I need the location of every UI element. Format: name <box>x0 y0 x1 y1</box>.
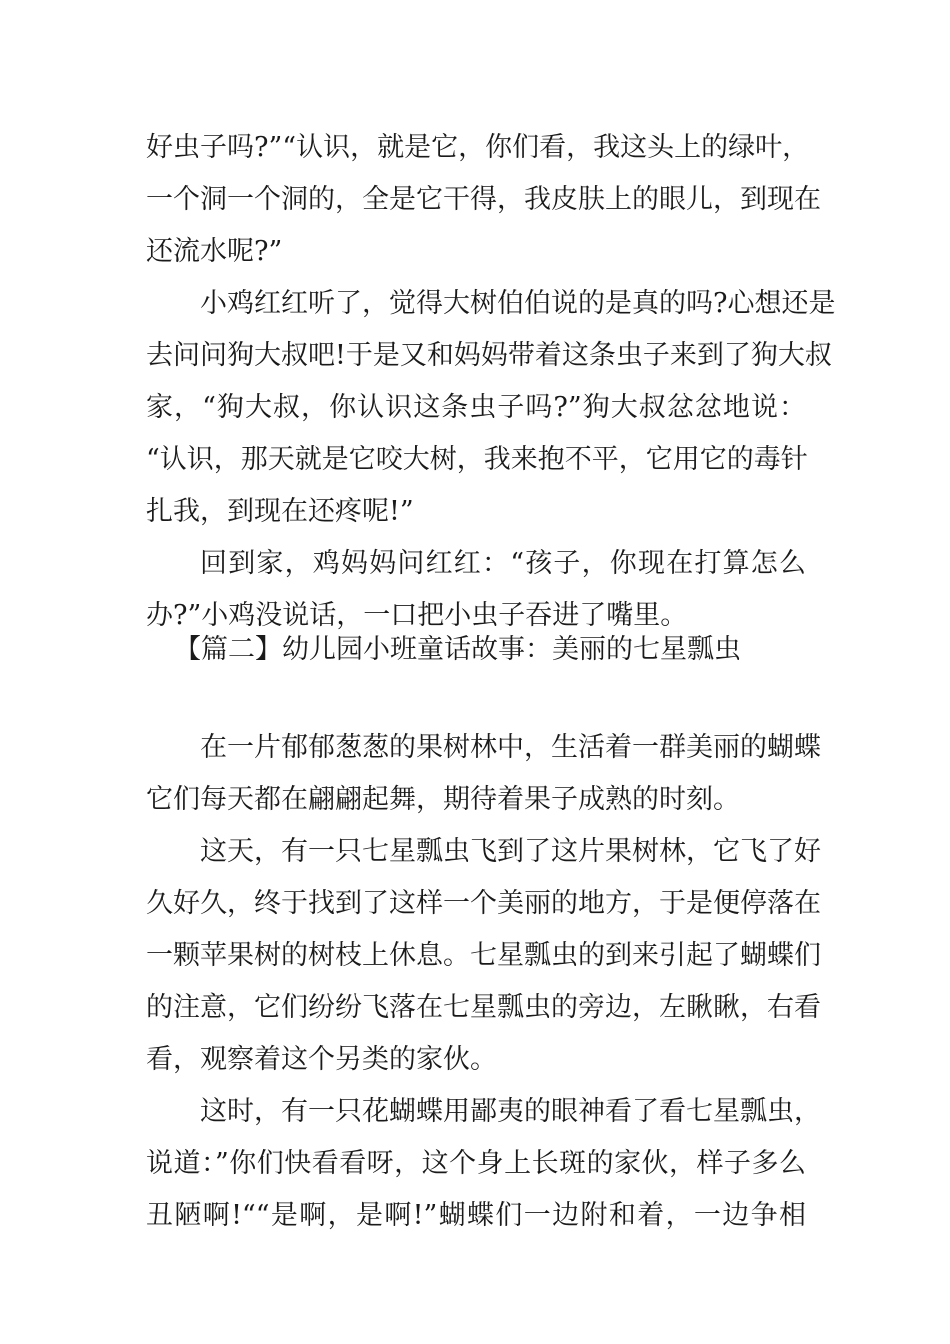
text-line: 好虫子吗?”“认识，就是它，你们看，我这头上的绿叶， <box>146 132 810 163</box>
text-line: 家，“狗大叔，你认识这条虫子吗?”狗大叔忿忿地说： <box>146 392 806 423</box>
text-line: “认识，那天就是它咬大树，我来抱不平，它用它的毒针 <box>146 444 808 475</box>
text-line: 丑陋啊!““是啊，是啊!”蝴蝶们一边附和着，一边争相 <box>146 1200 806 1231</box>
text-line: 这时，有一只花蝴蝶用鄙夷的眼神看了看七星瓢虫， <box>200 1096 821 1127</box>
text-line: 还流水呢?” <box>146 236 283 267</box>
text-line: 的注意，它们纷纷飞落在七星瓢虫的旁边，左瞅瞅，右看 <box>146 992 821 1023</box>
text-line: 一个洞一个洞的，全是它干得，我皮肤上的眼儿，到现在 <box>146 184 821 215</box>
text-line: 去问问狗大叔吧!于是又和妈妈带着这条虫子来到了狗大叔 <box>146 340 832 371</box>
text-line: 扎我，到现在还疼呢!” <box>146 496 414 527</box>
text-line: 在一片郁郁葱葱的果树林中，生活着一群美丽的蝴蝶 <box>200 732 821 763</box>
text-line: 回到家，鸡妈妈问红红：“孩子，你现在打算怎么 <box>200 548 806 579</box>
section-heading: 【篇二】幼儿园小班童话故事：美丽的七星瓢虫 <box>174 634 741 665</box>
text-line: 办?”小鸡没说话，一口把小虫子吞进了嘴里。 <box>146 600 688 631</box>
text-line: 一颗苹果树的树枝上休息。七星瓢虫的到来引起了蝴蝶们 <box>146 940 821 971</box>
text-line: 它们每天都在翩翩起舞，期待着果子成熟的时刻。 <box>146 784 740 815</box>
text-line: 说道：”你们快看看呀，这个身上长斑的家伙，样子多么 <box>146 1148 806 1179</box>
text-line: 看，观察着这个另类的家伙。 <box>146 1044 497 1075</box>
text-line: 小鸡红红听了，觉得大树伯伯说的是真的吗?心想还是 <box>200 288 836 319</box>
text-line: 久好久，终于找到了这样一个美丽的地方，于是便停落在 <box>146 888 821 919</box>
text-line: 这天，有一只七星瓢虫飞到了这片果树林，它飞了好 <box>200 836 821 867</box>
